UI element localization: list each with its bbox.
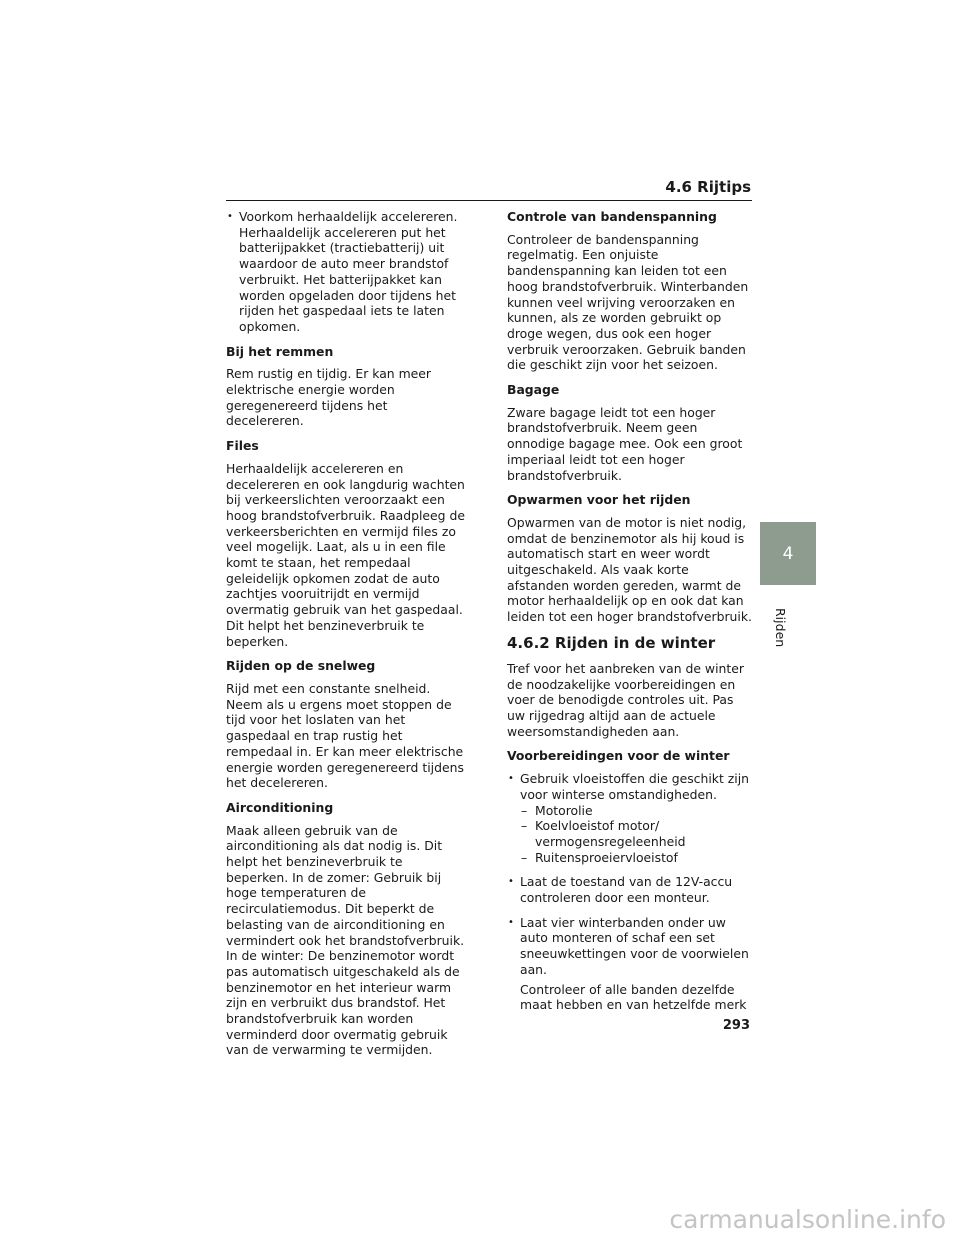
header-divider — [226, 200, 752, 201]
paragraph-bandenspanning: Controleer de bandenspanning regelmatig. Een onjuiste bandenspanning kan leiden tot een hoog brandstofverbruik. Winterbanden kunnen veel wrijving veroorzaken en kunnen, als ze worden gebruikt op droge wegen, dus ook een hoger verbruik veroorzaken. Gebruik banden die geschikt zijn voor het seizoen. — [507, 231, 749, 373]
sub-item — [507, 818, 752, 849]
bullet-accelereren: • Voorkom herhaaldelijk accelereren. Herhaaldelijk accelereren put het batterijpakket (tractiebatterij) uit waardoor de auto meer brandstof verbruikt. Het batterijpakket kan worden opgeladen door tijdens het rijden het gaspedaal iets te laten opkomen. — [226, 209, 466, 335]
watermark: carmanualsonline.info — [669, 1205, 946, 1234]
bullet-vloeistoffen-text: Gebruik vloeistoffen die geschikt zijn voor winterse omstandigheden. — [520, 771, 749, 802]
bullet-accu: • Laat de toestand van de 12V-accu controleren door een monteur. — [507, 874, 752, 905]
bullet-winterbanden — [507, 915, 752, 1013]
bullet-winterbanden-continuation: Controleer of alle banden dezelfde maat hebben en van hetzelfde merk — [520, 981, 747, 1013]
heading-remmen: Bij het remmen — [226, 343, 334, 359]
paragraph-bagage: Zware bagage leidt tot een hoger brandstofverbruik. Neem geen onnodige bagage mee. Ook een groot imperiaal leidt tot een hoger brandstofverbruik. — [507, 404, 743, 483]
sub-item-text: Koelvloeistof motor/ vermogensregeleenheid — [535, 818, 686, 849]
paragraph-airconditioning: Maak alleen gebruik van de airconditioning als dat nodig is. Dit helpt het benzineverbruik te beperken. In de zomer: Gebruik bij hoge temperaturen de recirculatiemodus. Dit beperkt de belasting van de airconditioning en vermindert ook het brandstofverbruik. In de winter: De benzinemotor wordt pas automatisch uitgeschakeld als de benzinemotor en het interieur warm zijn en verbruikt dus brandstof. Het brandstofverbruik kan worden verminderd door overmatig gebruik van de verwarming te vermijden. — [226, 822, 465, 1058]
dash: – — [521, 818, 528, 834]
right-column — [507, 209, 752, 1022]
paragraph-files: Herhaaldelijk accelereren en decelereren en ook langdurig wachten bij verkeerslichten veroorzaakt een hoog brandstofverbruik. Raadpleeg de verkeersberichten en vermijd files zo veel mogelijk. Laat, als u in een file komt te staan, het rempedaal geleidelijk opkomen zodat de auto zachtjes vooruitrijdt en vermijd overmatig gebruik van het gaspedaal. Dit helpt het benzineverbruik te beperken. — [226, 460, 465, 649]
paragraph-opwarmen: Opwarmen van de motor is niet nodig, omdat de benzinemotor als hij koud is automatisch start en weer wordt uitgeschakeld. Als vaak korte afstanden worden gereden, warmt de motor herhaaldelijk op en ook dat kan leiden tot een hoger brandstofverbruik. — [507, 514, 752, 625]
heading-files: Files — [226, 438, 259, 454]
heading-opwarmen: Opwarmen voor het rijden — [507, 492, 691, 508]
section-header-title: 4.6 Rijtips — [665, 178, 751, 196]
paragraph-winter: Tref voor het aanbreken van de winter de noodzakelijke voorbereidingen en voer de benodigde controles uit. Pas uw rijgedrag altijd aan de actuele weersomstandigheden aan. — [507, 660, 744, 739]
paragraph-remmen: Rem rustig en tijdig. Er kan meer elektrische energie worden geregenereerd tijdens het decelereren. — [226, 366, 432, 429]
heading-snelweg: Rijden op de snelweg — [226, 658, 376, 674]
bullet-winterbanden-text: • Laat vier winterbanden onder uw auto monteren of schaf een set sneeuwkettingen voor de voorwielen aan. — [520, 914, 749, 977]
sub-item-text: Ruitensproeiervloeistof — [535, 849, 678, 865]
sub-item — [507, 850, 752, 866]
chapter-tab: 4 — [760, 522, 816, 585]
heading-bandenspanning: Controle van bandenspanning — [507, 209, 717, 224]
heading-airconditioning: Airconditioning — [226, 799, 334, 815]
heading-voorbereidingen: Voorbereidingen voor de winter — [507, 748, 730, 764]
heading-bagage: Bagage — [507, 382, 560, 398]
dash: – — [521, 849, 528, 865]
chapter-label: Rijden — [773, 608, 788, 648]
sub-item — [507, 803, 752, 819]
section-heading-winter: 4.6.2 Rijden in de winter — [507, 633, 716, 652]
paragraph-snelweg: Rijd met een constante snelheid. Neem als u ergens moet stoppen de tijd voor het loslaten van het gaspedaal en trap rustig het rempedaal in. Er kan meer elektrische energie worden geregenereerd tijdens het decelereren. — [226, 680, 464, 791]
sub-item-text: Motorolie — [535, 802, 593, 818]
dash: – — [521, 802, 528, 818]
bullet-vloeistoffen — [507, 771, 752, 802]
page-number: 293 — [722, 1018, 750, 1033]
sub-list — [507, 803, 752, 866]
left-column — [226, 209, 466, 1067]
